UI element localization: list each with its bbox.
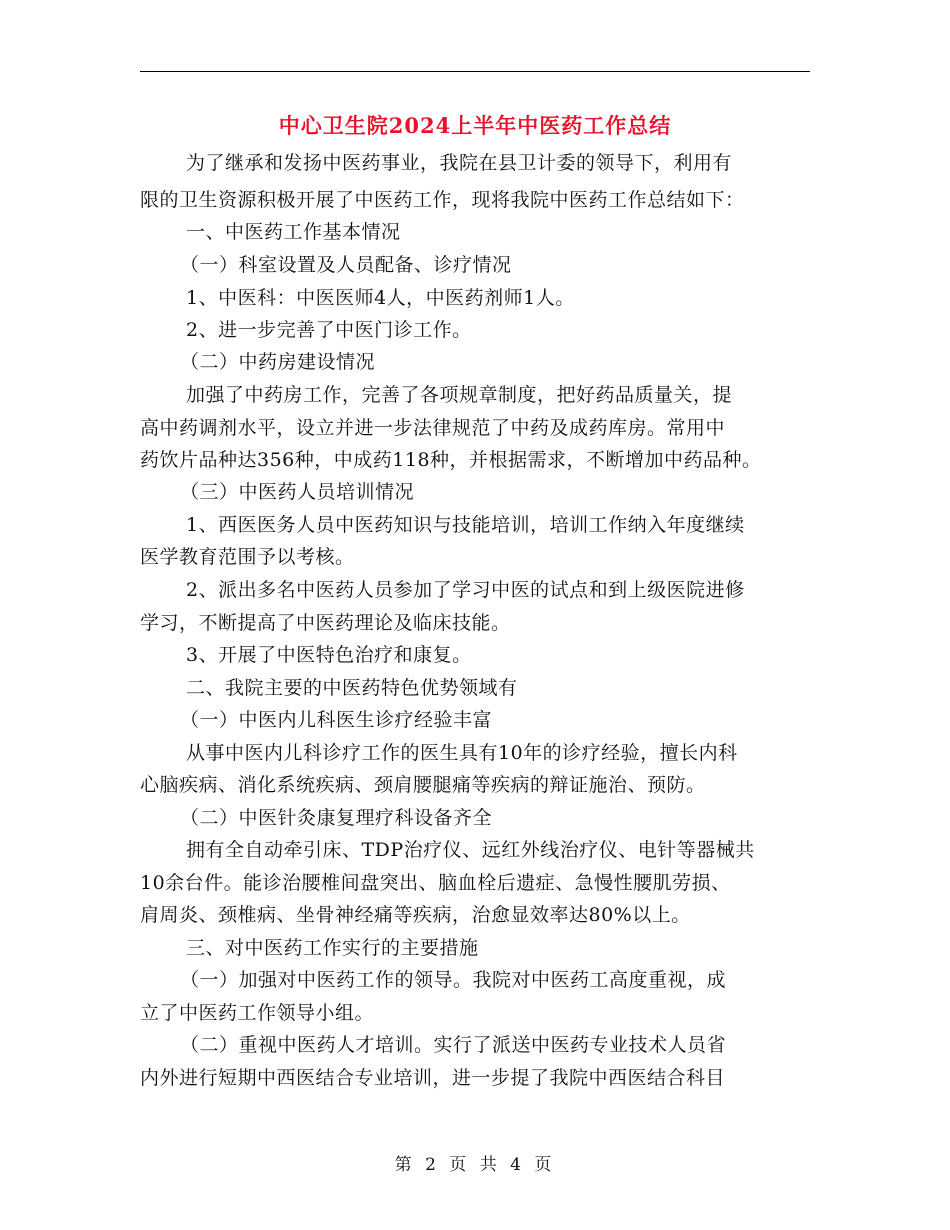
paragraph-line: 学习，不断提高了中医药理论及临床技能。 [140, 612, 511, 634]
paragraph-line: 内外进行短期中西医结合专业培训，进一步提了我院中西医结合科目 [140, 1067, 726, 1089]
section-heading: 一、中医药工作基本情况 [186, 221, 401, 243]
subsection-heading: （三）中医药人员培训情况 [180, 481, 415, 503]
document-title: 中心卫生院2024上半年中医药工作总结 [278, 113, 672, 138]
paragraph-line: 1、西医医务人员中医药知识与技能培训，培训工作纳入年度继续 [186, 514, 745, 536]
paragraph-line: 限的卫生资源积极开展了中医药工作，现将我院中医药工作总结如下： [140, 189, 745, 211]
paragraph-line: 1、中医科：中医医师4人，中医药剂师1人。 [186, 287, 575, 309]
paragraph-line: 3、开展了中医特色治疗和康复。 [186, 644, 472, 666]
section-heading: 二、我院主要的中医药特色优势领域有 [186, 677, 518, 699]
paragraph-line: 加强了中药房工作，完善了各项规章制度，把好药品质量关，提 [186, 384, 733, 406]
paragraph-line: 2、进一步完善了中医门诊工作。 [186, 319, 472, 341]
paragraph-line: 医学教育范围予以考核。 [140, 546, 355, 568]
paragraph-line: 心脑疾病、消化系统疾病、颈肩腰腿痛等疾病的辩证施治、预防。 [140, 774, 706, 796]
paragraph-line: 肩周炎、颈椎病、坐骨神经痛等疾病，治愈显效率达80%以上。 [140, 904, 691, 926]
paragraph-line: 2、派出多名中医药人员参加了学习中医的试点和到上级医院进修 [186, 579, 745, 601]
paragraph-line: （二）重视中医药人才培训。实行了派送中医药专业技术人员省 [180, 1034, 727, 1056]
paragraph-line: 高中药调剂水平，设立并进一步法律规范了中药及成药库房。常用中 [140, 417, 726, 439]
subsection-heading: （一）科室设置及人员配备、诊疗情况 [180, 254, 512, 276]
subsection-heading: （一）中医内儿科医生诊疗经验丰富 [180, 709, 493, 731]
subsection-heading: （二）中药房建设情况 [180, 351, 376, 373]
paragraph-line: 为了继承和发扬中医药事业，我院在县卫计委的领导下，利用有 [186, 152, 733, 174]
page-number-footer: 第 2 页 共 4 页 [394, 1155, 556, 1175]
paragraph-line: 拥有全自动牵引床、TDP治疗仪、远红外线治疗仪、电针等器械共 [186, 839, 755, 861]
header-rule [140, 71, 810, 72]
paragraph-line: 10余台件。能诊治腰椎间盘突出、脑血栓后遗症、急慢性腰肌劳损、 [140, 872, 731, 894]
subsection-heading: （二）中医针灸康复理疗科设备齐全 [180, 807, 493, 829]
paragraph-line: 药饮片品种达356种，中成药118种，并根据需求，不断增加中药品种。 [140, 449, 762, 471]
paragraph-line: （一）加强对中医药工作的领导。我院对中医药工高度重视，成 [180, 969, 727, 991]
paragraph-line: 从事中医内儿科诊疗工作的医生具有10年的诊疗经验，擅长内科 [186, 742, 738, 764]
section-heading: 三、对中医药工作实行的主要措施 [186, 937, 479, 959]
paragraph-line: 立了中医药工作领导小组。 [140, 1002, 375, 1024]
